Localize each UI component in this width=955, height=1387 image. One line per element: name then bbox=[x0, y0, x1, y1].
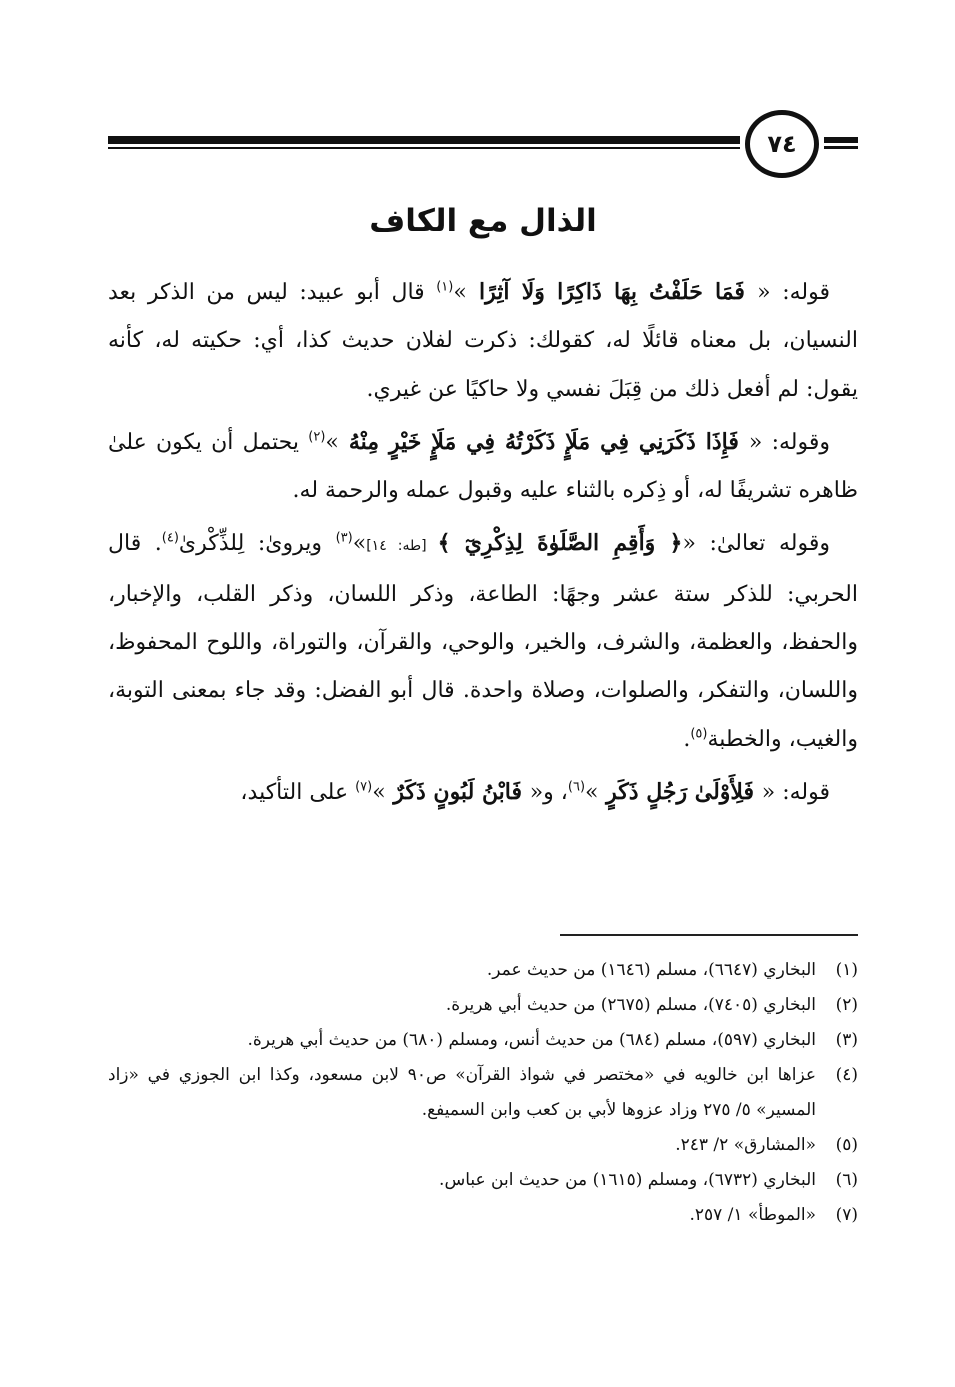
footnote-divider bbox=[560, 934, 858, 936]
paragraph-3-variant: ويروىٰ: لِلذِّكْرىٰ bbox=[178, 531, 336, 557]
footnote-text: «المشارق» ٢/ ٢٤٣. bbox=[675, 1135, 816, 1155]
quote-close: » bbox=[372, 779, 386, 805]
paragraph-2-body: يحتمل أن يكون علىٰ ظاهره تشريفًا له، أو ذِكره بالثناء عليه وقبول عمله والرحمة له. bbox=[108, 429, 858, 504]
paragraph-3-end: . bbox=[683, 726, 691, 752]
paragraph-4 bbox=[108, 768, 858, 817]
footnote-ref-1: (١) bbox=[436, 279, 454, 295]
quote-close: » bbox=[585, 779, 599, 805]
quote-close: » bbox=[352, 531, 367, 557]
paragraph-4-lead: قوله: bbox=[775, 779, 830, 805]
hadith-quote: فَإِذَا ذَكَرَنِي فِي مَلَإٍ ذَكَرْتُهُ فِي مَلَإٍ خَيْرٍ مِنْهُ bbox=[338, 428, 749, 455]
footnote-number: (١) bbox=[835, 960, 858, 980]
page-number: ٧٤ bbox=[767, 130, 797, 158]
footnote-ref-3: (٣) bbox=[335, 531, 353, 547]
footnote-item bbox=[108, 1058, 858, 1128]
footnote-item bbox=[108, 1198, 858, 1233]
paragraph-1 bbox=[108, 268, 858, 414]
paragraph-3 bbox=[108, 519, 858, 763]
hadith-quote: فَمَا حَلَفْتُ بِهَا ذَاكِرًا وَلَا آثِرًا bbox=[466, 279, 758, 305]
hadith-quote: فَابْنُ لَبُونٍ ذَكَرٌ bbox=[385, 778, 530, 805]
footnote-text: البخاري (٦٦٤٧)، مسلم (١٦٤٦) من حديث عمر. bbox=[486, 960, 816, 980]
quote-close: » bbox=[325, 429, 339, 455]
footnote-number: (٥) bbox=[835, 1135, 858, 1155]
footnote-item bbox=[108, 953, 858, 988]
footnote-text: البخاري (٧٤٠٥)، مسلم (٢٦٧٥) من حديث أبي هريرة. bbox=[445, 995, 816, 1015]
footnote-text: «الموطأ» ١/ ٢٥٧. bbox=[689, 1205, 816, 1225]
footnote-ref-4: (٤) bbox=[161, 531, 179, 547]
footnote-text: البخاري (٦٧٣٢)، ومسلم (١٦١٥) من حديث ابن عباس. bbox=[439, 1170, 816, 1190]
footnote-number: (٧) bbox=[835, 1205, 858, 1225]
quote-open: « bbox=[748, 429, 763, 455]
footnote-number: (٢) bbox=[835, 995, 858, 1015]
footnote-text: عزاها ابن خالويه في «مختصر في شواذ القرآن» ص٩٠ لابن مسعود، وكذا ابن الجوزي في «زاد المسير» ٥/ ٢٧٥ وزاد عزوها لأبي بن كعب وابن السميفع. bbox=[108, 1065, 816, 1120]
footnote-item bbox=[108, 988, 858, 1023]
footnote-ref-5: (٥) bbox=[690, 726, 708, 742]
quran-verse: ﴿ وَأَقِمِ الصَّلَوٰةَ لِذِكْرِيٓ ﴾ bbox=[437, 530, 683, 557]
footnote-number: (٣) bbox=[835, 1030, 858, 1050]
paragraph-2-lead: وقوله: bbox=[762, 429, 830, 455]
footnote-item bbox=[108, 1023, 858, 1058]
paragraph-3-body: . قال الحربي: للذكر ستة عشر وجهًا: الطاعة، وذكر اللسان، وذكر القلب، والإخبار، والحفظ، والعظمة، والشرف، والخير، والوحي، والقرآن، والتوراة، واللوح المحفوظ، واللسان، والتفكر، والصلوات، وصلاة واحدة. قال أبو الفضل: وقد جاء بمعنى التوبة، والغيب، والخطبة bbox=[108, 531, 858, 752]
footnote-ref-6: (٦) bbox=[567, 779, 586, 795]
paragraph-4-body: على التأكيد، bbox=[240, 779, 356, 805]
paragraph-1-lead: قوله: bbox=[770, 280, 830, 305]
quote-open: « bbox=[682, 531, 696, 557]
hadith-quote: فَلِأَوْلَىٰ رَجُلٍ ذَكَرٍ bbox=[598, 778, 762, 805]
quote-open: « bbox=[761, 779, 776, 805]
footnote-number: (٤) bbox=[835, 1065, 858, 1085]
page-number-badge bbox=[745, 110, 819, 178]
footnote-item bbox=[108, 1128, 858, 1163]
page-header bbox=[108, 104, 858, 194]
footnote-ref-2: (٢) bbox=[308, 429, 326, 445]
quote-close: » bbox=[453, 280, 467, 305]
footnote-text: البخاري (٥٩٧)، مسلم (٦٨٤) من حديث أنس، ومسلم (٦٨٠) من حديث أبي هريرة. bbox=[247, 1030, 816, 1050]
footnotes-list bbox=[108, 953, 858, 1233]
quote-open: « bbox=[529, 779, 544, 805]
chapter-title: الذال مع الكاف bbox=[369, 203, 597, 239]
paragraph-4-connector: ، و bbox=[543, 779, 568, 805]
main-text bbox=[108, 268, 858, 821]
paragraph-3-lead: وقوله تعالىٰ: bbox=[695, 531, 830, 557]
sura-reference: [طه: ١٤] bbox=[366, 538, 438, 555]
footnote-number: (٦) bbox=[835, 1170, 858, 1190]
paragraph-1-body: قال أبو عبيد: ليس من الذكر بعد النسيان، بل معناه قائلًا له، كقولك: ذكرت لفلان حديث كذا، أي: حكيته له، كأنه يقول: لم أفعل ذلك من قِبَلَ نفسي ولا حاكيًا عن غيري. bbox=[108, 280, 858, 402]
footnote-ref-7: (٧) bbox=[355, 779, 373, 795]
paragraph-2 bbox=[108, 418, 858, 516]
quote-open: « bbox=[757, 280, 771, 305]
footnote-item bbox=[108, 1163, 858, 1198]
